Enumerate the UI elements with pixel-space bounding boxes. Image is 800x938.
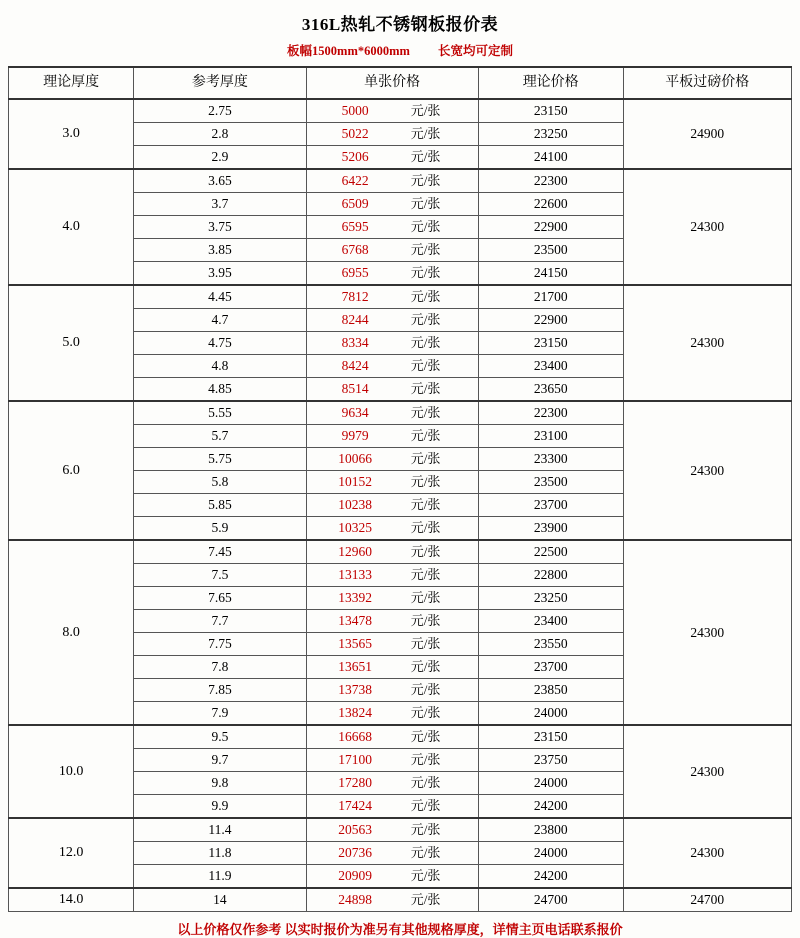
cell-reference-thickness: 2.9	[134, 146, 306, 170]
cell-reference-thickness: 4.45	[134, 285, 306, 309]
cell-reference-thickness: 4.8	[134, 355, 306, 378]
cell-single-sheet-price: 13738	[306, 679, 408, 702]
cell-price-unit: 元/张	[408, 818, 478, 842]
cell-reference-thickness: 9.7	[134, 749, 306, 772]
cell-price-unit: 元/张	[408, 772, 478, 795]
table-row	[9, 401, 792, 425]
cell-theoretical-price: 22900	[478, 216, 623, 239]
cell-flat-weighed-price: 24300	[623, 401, 791, 540]
cell-price-unit: 元/张	[408, 239, 478, 262]
cell-price-unit: 元/张	[408, 193, 478, 216]
table-row	[9, 540, 792, 564]
cell-price-unit: 元/张	[408, 679, 478, 702]
cell-theoretical-thickness: 10.0	[9, 725, 134, 818]
cell-theoretical-price: 23500	[478, 239, 623, 262]
footer-note: 以上价格仅作参考 以实时报价为准另有其他规格厚度，详情主页电话联系报价	[177, 922, 623, 937]
cell-single-sheet-price: 6768	[306, 239, 408, 262]
cell-theoretical-price: 23800	[478, 818, 623, 842]
cell-theoretical-price: 23650	[478, 378, 623, 402]
cell-theoretical-price: 23550	[478, 633, 623, 656]
cell-single-sheet-price: 5022	[306, 123, 408, 146]
cell-reference-thickness: 7.9	[134, 702, 306, 726]
cell-single-sheet-price: 8244	[306, 309, 408, 332]
cell-single-sheet-price: 17424	[306, 795, 408, 819]
cell-theoretical-price: 23250	[478, 587, 623, 610]
cell-theoretical-price: 23250	[478, 123, 623, 146]
cell-theoretical-price: 24200	[478, 865, 623, 889]
cell-flat-weighed-price: 24900	[623, 99, 791, 169]
cell-price-unit: 元/张	[408, 865, 478, 889]
header-flat-weighed-price: 平板过磅价格	[623, 67, 791, 99]
cell-reference-thickness: 3.7	[134, 193, 306, 216]
cell-single-sheet-price: 10066	[306, 448, 408, 471]
cell-single-sheet-price: 9634	[306, 401, 408, 425]
cell-theoretical-price: 22300	[478, 169, 623, 193]
cell-reference-thickness: 2.8	[134, 123, 306, 146]
cell-theoretical-price: 23150	[478, 332, 623, 355]
cell-reference-thickness: 7.8	[134, 656, 306, 679]
cell-single-sheet-price: 6595	[306, 216, 408, 239]
cell-single-sheet-price: 17280	[306, 772, 408, 795]
cell-theoretical-price: 23850	[478, 679, 623, 702]
cell-single-sheet-price: 6422	[306, 169, 408, 193]
header-theoretical-price: 理论价格	[478, 67, 623, 99]
cell-theoretical-price: 23750	[478, 749, 623, 772]
cell-reference-thickness: 14	[134, 888, 306, 912]
cell-single-sheet-price: 12960	[306, 540, 408, 564]
cell-flat-weighed-price: 24300	[623, 169, 791, 285]
cell-reference-thickness: 3.75	[134, 216, 306, 239]
cell-reference-thickness: 3.95	[134, 262, 306, 286]
cell-theoretical-price: 23300	[478, 448, 623, 471]
cell-price-unit: 元/张	[408, 471, 478, 494]
cell-price-unit: 元/张	[408, 564, 478, 587]
cell-single-sheet-price: 6509	[306, 193, 408, 216]
cell-single-sheet-price: 16668	[306, 725, 408, 749]
cell-price-unit: 元/张	[408, 494, 478, 517]
cell-reference-thickness: 4.85	[134, 378, 306, 402]
cell-theoretical-price: 23100	[478, 425, 623, 448]
table-row	[9, 285, 792, 309]
cell-single-sheet-price: 5206	[306, 146, 408, 170]
price-table	[8, 66, 792, 912]
table-body	[9, 99, 792, 912]
cell-single-sheet-price: 10152	[306, 471, 408, 494]
cell-reference-thickness: 9.9	[134, 795, 306, 819]
cell-price-unit: 元/张	[408, 285, 478, 309]
cell-single-sheet-price: 8514	[306, 378, 408, 402]
cell-single-sheet-price: 5000	[306, 99, 408, 123]
cell-reference-thickness: 5.9	[134, 517, 306, 541]
cell-single-sheet-price: 13392	[306, 587, 408, 610]
cell-theoretical-price: 23700	[478, 656, 623, 679]
cell-single-sheet-price: 10325	[306, 517, 408, 541]
cell-theoretical-price: 23400	[478, 355, 623, 378]
subtitle-custom-note: 长宽均可定制	[437, 44, 513, 58]
cell-single-sheet-price: 20909	[306, 865, 408, 889]
table-row	[9, 725, 792, 749]
cell-theoretical-price: 24000	[478, 772, 623, 795]
table-row	[9, 99, 792, 123]
cell-single-sheet-price: 13478	[306, 610, 408, 633]
cell-theoretical-price: 24150	[478, 262, 623, 286]
cell-theoretical-thickness: 12.0	[9, 818, 134, 888]
cell-theoretical-price: 24700	[478, 888, 623, 912]
cell-reference-thickness: 11.4	[134, 818, 306, 842]
cell-reference-thickness: 9.8	[134, 772, 306, 795]
cell-reference-thickness: 4.75	[134, 332, 306, 355]
cell-theoretical-thickness: 3.0	[9, 99, 134, 169]
cell-theoretical-thickness: 8.0	[9, 540, 134, 725]
cell-theoretical-price: 23150	[478, 725, 623, 749]
cell-price-unit: 元/张	[408, 517, 478, 541]
cell-reference-thickness: 3.85	[134, 239, 306, 262]
cell-price-unit: 元/张	[408, 587, 478, 610]
cell-price-unit: 元/张	[408, 169, 478, 193]
cell-single-sheet-price: 13133	[306, 564, 408, 587]
cell-reference-thickness: 5.8	[134, 471, 306, 494]
cell-theoretical-price: 22900	[478, 309, 623, 332]
cell-price-unit: 元/张	[408, 795, 478, 819]
cell-theoretical-price: 22500	[478, 540, 623, 564]
cell-price-unit: 元/张	[408, 425, 478, 448]
cell-single-sheet-price: 8334	[306, 332, 408, 355]
cell-theoretical-thickness: 5.0	[9, 285, 134, 401]
cell-price-unit: 元/张	[408, 725, 478, 749]
page-title: 316L热轧不锈钢板报价表	[301, 15, 499, 34]
cell-single-sheet-price: 9979	[306, 425, 408, 448]
cell-theoretical-price: 22300	[478, 401, 623, 425]
header-theoretical-thickness: 理论厚度	[9, 67, 134, 99]
cell-theoretical-thickness: 4.0	[9, 169, 134, 285]
cell-theoretical-price: 22600	[478, 193, 623, 216]
cell-price-unit: 元/张	[408, 749, 478, 772]
cell-price-unit: 元/张	[408, 702, 478, 726]
cell-theoretical-price: 24200	[478, 795, 623, 819]
subtitle-dimensions: 板幅1500mm*6000mm	[287, 44, 410, 58]
cell-reference-thickness: 11.8	[134, 842, 306, 865]
cell-flat-weighed-price: 24300	[623, 285, 791, 401]
cell-price-unit: 元/张	[408, 355, 478, 378]
cell-theoretical-thickness: 6.0	[9, 401, 134, 540]
cell-reference-thickness: 5.7	[134, 425, 306, 448]
cell-theoretical-price: 24100	[478, 146, 623, 170]
cell-price-unit: 元/张	[408, 888, 478, 912]
cell-reference-thickness: 7.75	[134, 633, 306, 656]
cell-price-unit: 元/张	[408, 123, 478, 146]
cell-single-sheet-price: 13565	[306, 633, 408, 656]
cell-price-unit: 元/张	[408, 842, 478, 865]
cell-theoretical-price: 24000	[478, 842, 623, 865]
cell-reference-thickness: 4.7	[134, 309, 306, 332]
table-row	[9, 888, 792, 912]
cell-reference-thickness: 7.65	[134, 587, 306, 610]
cell-reference-thickness: 7.85	[134, 679, 306, 702]
table-row	[9, 169, 792, 193]
cell-reference-thickness: 7.7	[134, 610, 306, 633]
cell-price-unit: 元/张	[408, 633, 478, 656]
cell-single-sheet-price: 20563	[306, 818, 408, 842]
cell-theoretical-price: 23400	[478, 610, 623, 633]
cell-single-sheet-price: 17100	[306, 749, 408, 772]
cell-theoretical-price: 23500	[478, 471, 623, 494]
cell-theoretical-price: 21700	[478, 285, 623, 309]
cell-price-unit: 元/张	[408, 656, 478, 679]
cell-single-sheet-price: 10238	[306, 494, 408, 517]
cell-reference-thickness: 5.85	[134, 494, 306, 517]
table-header-row	[9, 67, 792, 99]
cell-flat-weighed-price: 24300	[623, 725, 791, 818]
cell-reference-thickness: 3.65	[134, 169, 306, 193]
header-single-sheet-price: 单张价格	[306, 67, 478, 99]
cell-price-unit: 元/张	[408, 262, 478, 286]
header-reference-thickness: 参考厚度	[134, 67, 306, 99]
cell-reference-thickness: 5.75	[134, 448, 306, 471]
cell-single-sheet-price: 7812	[306, 285, 408, 309]
cell-theoretical-price: 23900	[478, 517, 623, 541]
cell-price-unit: 元/张	[408, 216, 478, 239]
cell-price-unit: 元/张	[408, 448, 478, 471]
cell-flat-weighed-price: 24300	[623, 818, 791, 888]
cell-reference-thickness: 7.5	[134, 564, 306, 587]
cell-single-sheet-price: 8424	[306, 355, 408, 378]
cell-price-unit: 元/张	[408, 309, 478, 332]
cell-reference-thickness: 2.75	[134, 99, 306, 123]
cell-single-sheet-price: 13824	[306, 702, 408, 726]
page-subtitle	[8, 41, 792, 59]
cell-reference-thickness: 5.55	[134, 401, 306, 425]
cell-price-unit: 元/张	[408, 610, 478, 633]
cell-price-unit: 元/张	[408, 540, 478, 564]
cell-price-unit: 元/张	[408, 146, 478, 170]
cell-flat-weighed-price: 24300	[623, 540, 791, 725]
cell-price-unit: 元/张	[408, 332, 478, 355]
cell-single-sheet-price: 13651	[306, 656, 408, 679]
cell-price-unit: 元/张	[408, 99, 478, 123]
cell-single-sheet-price: 20736	[306, 842, 408, 865]
cell-theoretical-price: 23150	[478, 99, 623, 123]
cell-reference-thickness: 7.45	[134, 540, 306, 564]
cell-single-sheet-price: 24898	[306, 888, 408, 912]
cell-theoretical-price: 22800	[478, 564, 623, 587]
cell-single-sheet-price: 6955	[306, 262, 408, 286]
cell-theoretical-price: 23700	[478, 494, 623, 517]
cell-price-unit: 元/张	[408, 401, 478, 425]
cell-flat-weighed-price: 24700	[623, 888, 791, 912]
cell-reference-thickness: 9.5	[134, 725, 306, 749]
cell-reference-thickness: 11.9	[134, 865, 306, 889]
cell-theoretical-thickness: 14.0	[9, 888, 134, 912]
cell-theoretical-price: 24000	[478, 702, 623, 726]
cell-price-unit: 元/张	[408, 378, 478, 402]
